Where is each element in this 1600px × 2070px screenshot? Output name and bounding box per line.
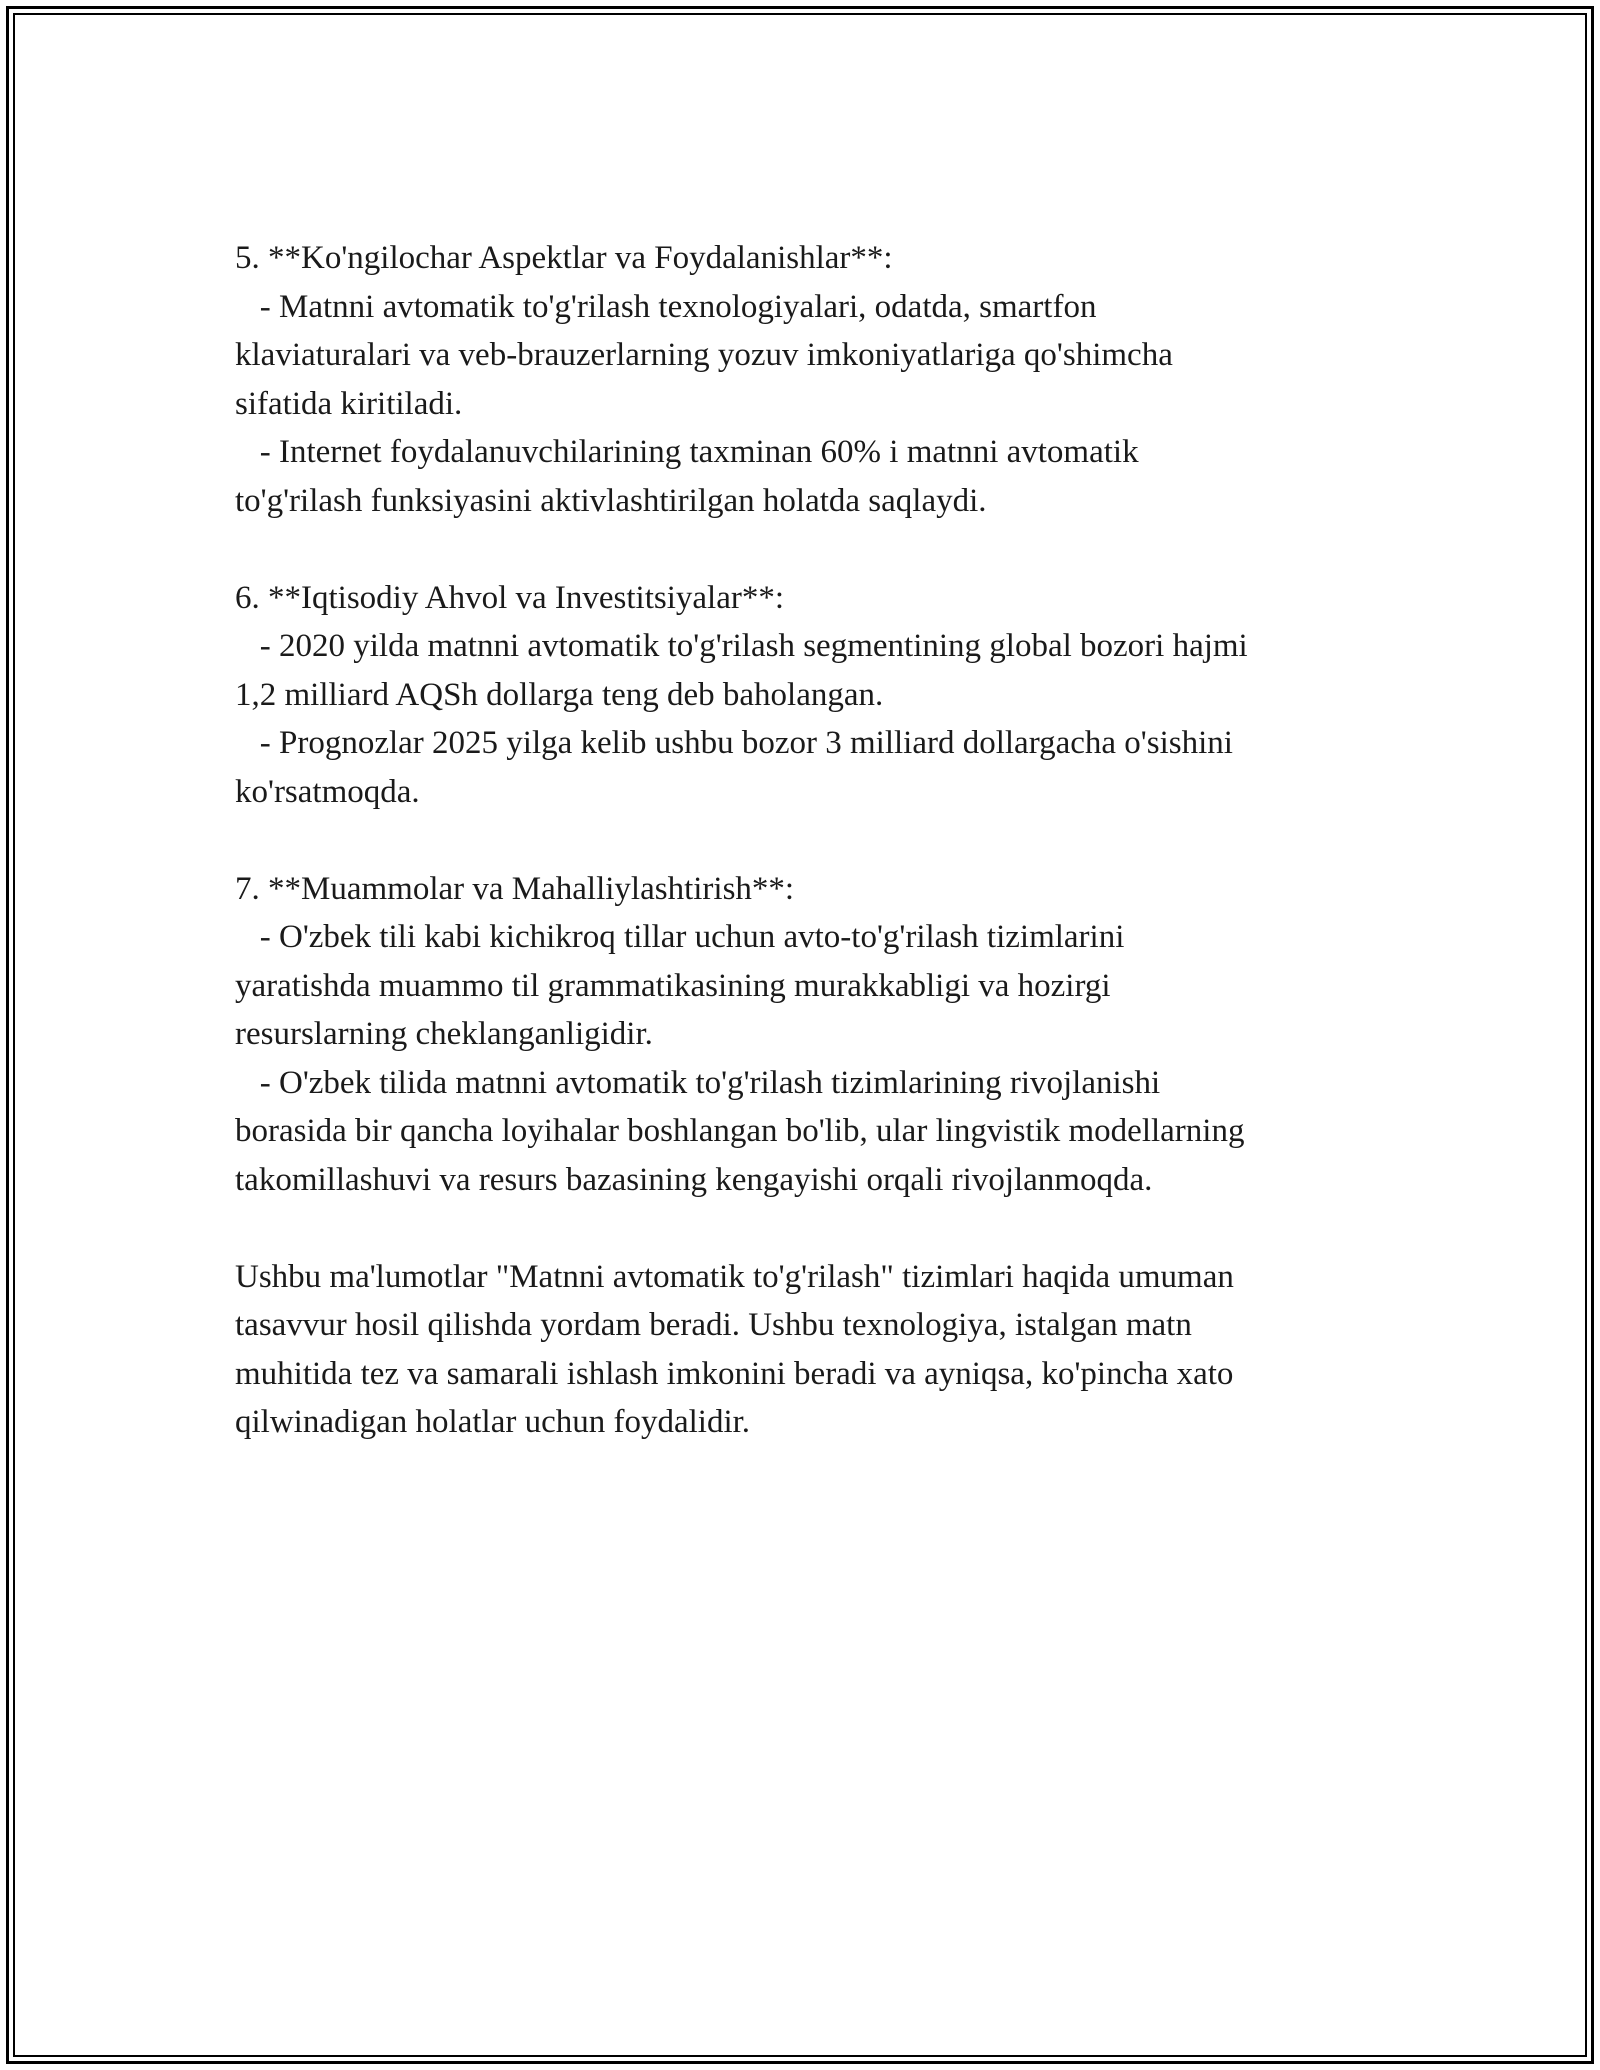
paragraph-gap xyxy=(235,525,1375,574)
text-line: - O'zbek tilida matnni avtomatik to'g'rilash tizimlarining rivojlanishi xyxy=(235,1064,1161,1101)
document-body xyxy=(235,234,1375,1447)
text-line: muhitida tez va samarali ishlash imkonini beradi va ayniqsa, ko'pincha xato xyxy=(235,1355,1234,1392)
text-line: - Prognozlar 2025 yilga kelib ushbu bozor 3 milliard dollargacha o'sishini xyxy=(235,725,1233,761)
text-line: klaviaturalari va veb-brauzerlarning yozuv imkoniyatlariga qo'shimcha xyxy=(235,337,1173,373)
text-line: tasavvur hosil qilishda yordam beradi. Ushbu texnologiya, istalgan matn xyxy=(235,1307,1192,1343)
text-line: qilwinadigan holatlar uchun foydalidir. xyxy=(235,1404,751,1440)
text-line: takomillashuvi va resurs bazasining kengayishi orqali rivojlanmoqda. xyxy=(235,1161,1153,1198)
section-6 xyxy=(235,574,1375,817)
text-line: - O'zbek tili kabi kichikroq tillar uchun avto-to'g'rilash tizimlarini xyxy=(235,919,1125,955)
section-5 xyxy=(235,234,1375,525)
text-line: - Internet foydalanuvchilarining taxminan 60% i matnni avtomatik xyxy=(235,434,1139,470)
text-line: sifatida kiritiladi. xyxy=(235,385,463,422)
text-line: yaratishda muammo til grammatikasining murakkabligi va hozirgi xyxy=(235,967,1111,1004)
text-line: borasida bir qancha loyihalar boshlangan bo'lib, ular lingvistik modellarning xyxy=(235,1113,1245,1149)
conclusion-paragraph xyxy=(235,1253,1375,1447)
section-7 xyxy=(235,865,1375,1205)
text-line: 1,2 milliard AQSh dollarga teng deb baholangan. xyxy=(235,676,884,713)
section-heading: 5. **Ko'ngilochar Aspektlar va Foydalanishlar**: xyxy=(235,240,893,276)
text-line: - 2020 yilda matnni avtomatik to'g'rilash segmentining global bozori hajmi xyxy=(235,628,1248,664)
text-line: - Matnni avtomatik to'g'rilash texnologiyalari, odatda, smartfon xyxy=(235,288,1097,325)
paragraph-gap xyxy=(235,816,1375,865)
paragraph-gap xyxy=(235,1204,1375,1253)
text-line: ko'rsatmoqda. xyxy=(235,773,420,810)
text-line: resurslarning cheklanganligidir. xyxy=(235,1016,653,1052)
text-line: Ushbu ma'lumotlar "Matnni avtomatik to'g'rilash" tizimlari haqida umuman xyxy=(235,1258,1234,1295)
section-heading: 7. **Muammolar va Mahalliylashtirish**: xyxy=(235,870,795,907)
section-heading: 6. **Iqtisodiy Ahvol va Investitsiyalar**: xyxy=(235,579,785,616)
text-line: to'g'rilash funksiyasini aktivlashtirilgan holatda saqlaydi. xyxy=(235,482,987,519)
